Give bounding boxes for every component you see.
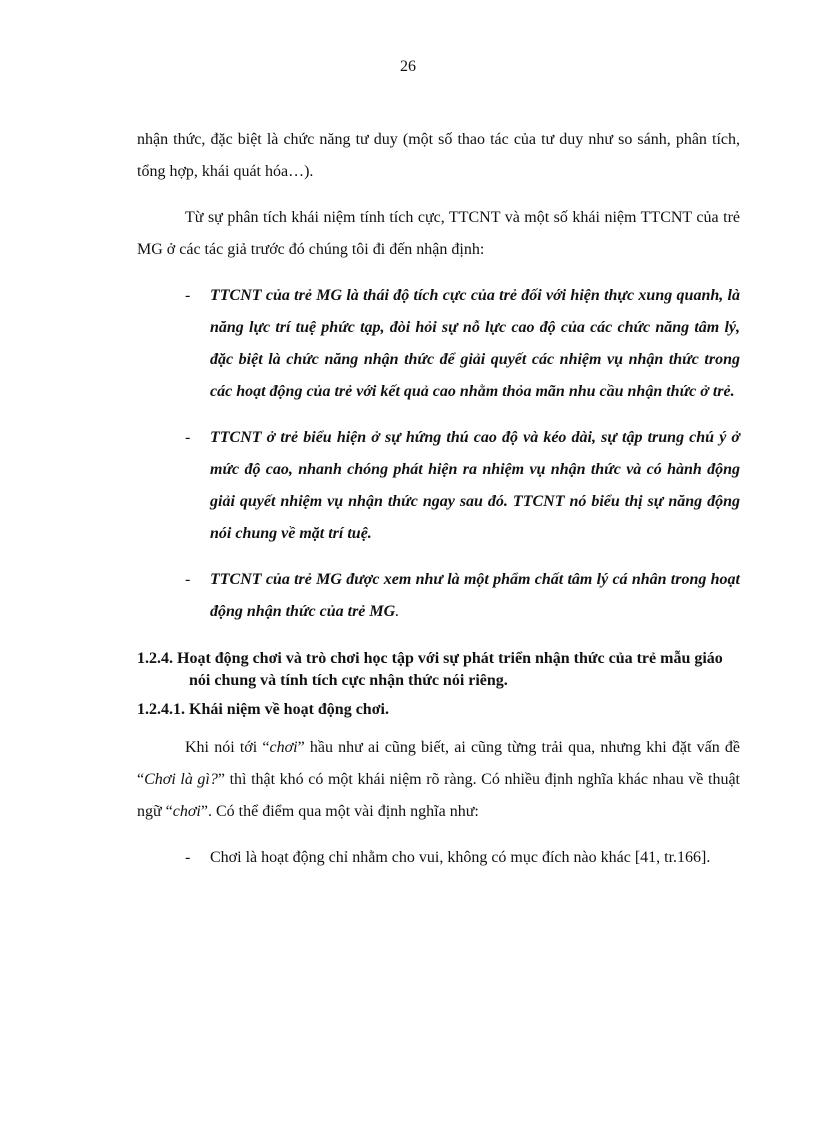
page-number: 26 <box>400 58 416 75</box>
dash-marker: - <box>185 429 191 446</box>
play-definition-text: Chơi là hoạt động chỉ nhằm cho vui, không có mục đích nào khác [41, tr.166]. <box>210 849 711 866</box>
section-heading-1-2-4-1: 1.2.4.1. Khái niệm về hoạt động chơi. <box>137 701 389 718</box>
definition-text-wrapper <box>210 564 740 628</box>
italic-term: chơi <box>269 739 298 756</box>
list-item <box>137 842 740 874</box>
definition-list <box>137 280 740 628</box>
paragraph-intro-definitions: Từ sự phân tích khái niệm tính tích cực, TTCNT và một số khái niệm TTCNT của trẻ MG ở các tác giả trước đó chúng tôi đi đến nhận định: <box>137 209 740 258</box>
italic-term: chơi <box>172 803 201 820</box>
section-heading-1-2-4: 1.2.4. Hoạt động chơi và trò chơi học tập với sự phát triển nhận thức của trẻ mẫu giáo nói chung và tính tích cực nhận thức nói riêng. <box>137 650 723 689</box>
paragraph-continuation: nhận thức, đặc biệt là chức năng tư duy (một số thao tác của tư duy như so sánh, phân tích, tổng hợp, khái quát hóa…). <box>137 131 740 180</box>
dash-marker: - <box>185 571 191 588</box>
definition-text: TTCNT ở trẻ biểu hiện ở sự hứng thú cao độ và kéo dài, sự tập trung chú ý ở mức độ cao, nhanh chóng phát hiện ra nhiệm vụ nhận thức và có hành động giải quyết nhiệm vụ nhận thức ngay sau đó. TTCNT nó biểu thị sự năng động nói chung về mặt trí tuệ. <box>210 429 740 542</box>
play-definition-list <box>137 842 740 874</box>
dash-marker: - <box>185 287 191 304</box>
text-run: Khi nói tới “ <box>185 739 270 756</box>
italic-question: Chơi là gì? <box>144 771 218 788</box>
list-item <box>137 564 740 628</box>
text-run: ” thì thật khó có một khái niệm rõ ràng. Có nhiều định nghĩa khác nhau về thuật ngữ “ <box>137 771 741 820</box>
document-body <box>137 124 740 874</box>
paragraph-play-concept <box>137 732 740 828</box>
definition-text: TTCNT của trẻ MG được xem như là một phẩm chất tâm lý cá nhân trong hoạt động nhận thức của trẻ MG <box>210 571 740 620</box>
dash-marker: - <box>185 849 191 866</box>
list-item <box>137 422 740 550</box>
list-item <box>137 280 740 408</box>
definition-tail: . <box>395 603 400 620</box>
text-run: ”. Có thể điểm qua một vài định nghĩa như: <box>200 803 479 820</box>
text-run: ” hầu như ai cũng biết, ai cũng từng trải qua, nhưng khi đặt vấn đề “ <box>137 739 740 788</box>
definition-text: TTCNT của trẻ MG là thái độ tích cực của trẻ đối với hiện thực xung quanh, là năng lực trí tuệ phức tạp, đòi hỏi sự nỗ lực cao độ của các chức năng tâm lý, đặc biệt là chức năng nhận thức để giải quyết các nhiệm vụ nhận thức trong các hoạt động của trẻ với kết quả cao nhằm thỏa mãn nhu cầu nhận thức ở trẻ. <box>210 287 740 400</box>
